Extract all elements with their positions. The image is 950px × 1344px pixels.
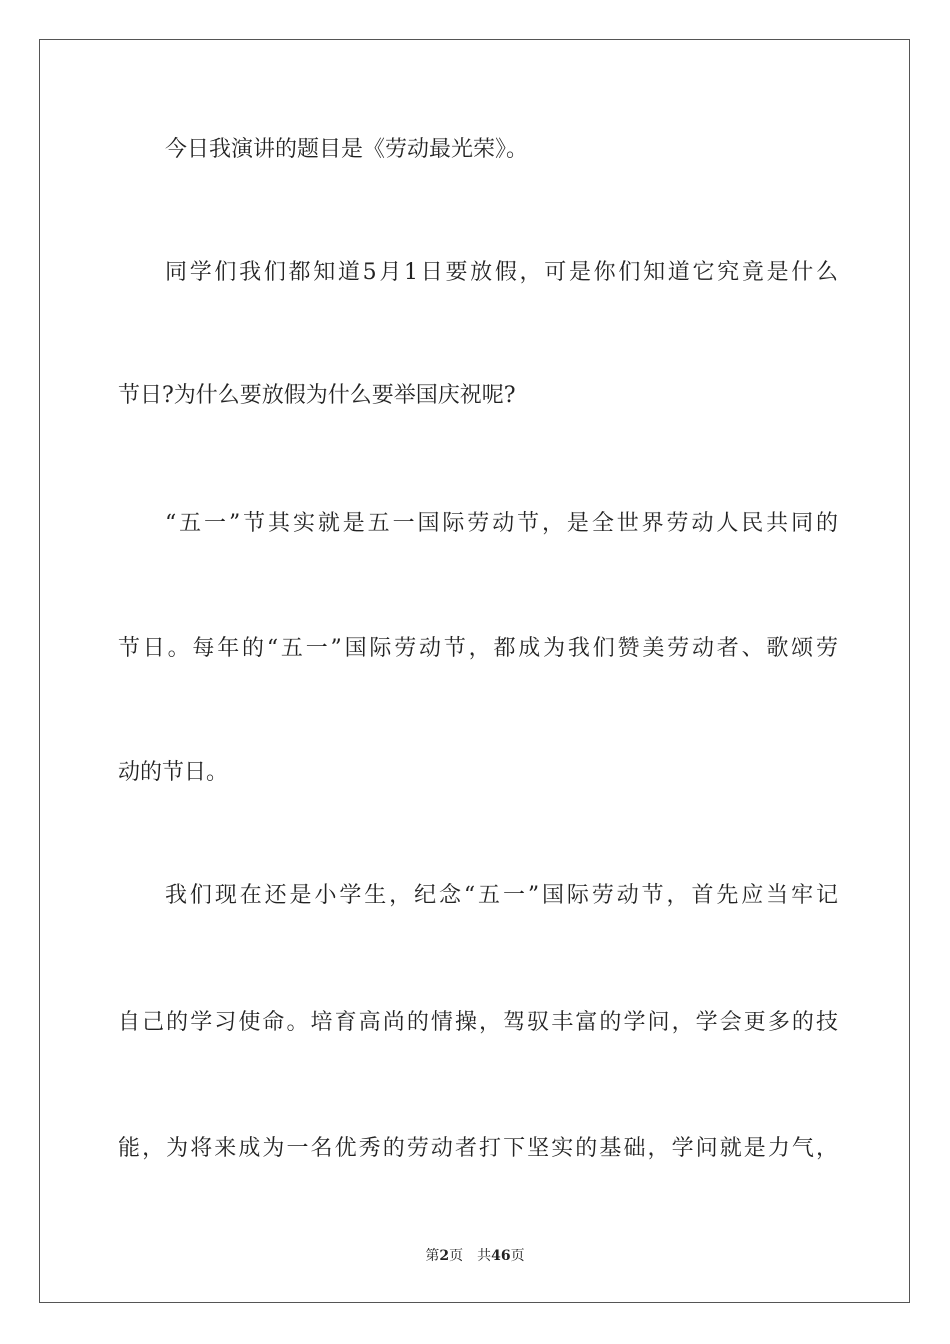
paragraph-line: 自己的学习使命。培育高尚的情操，驾驭丰富的学问，学会更多的技 bbox=[118, 1010, 838, 1035]
page-border bbox=[39, 39, 910, 1303]
total-page-number: 46 bbox=[491, 1248, 511, 1264]
paragraph-line: 今日我演讲的题目是《劳动最光荣》。 bbox=[165, 137, 529, 162]
paragraph-line: 节日。每年的“五一”国际劳动节，都成为我们赞美劳动者、歌颂劳 bbox=[118, 636, 838, 661]
paragraph-line: 同学们我们都知道5月1日要放假，可是你们知道它究竟是什么 bbox=[165, 260, 838, 285]
total-suffix: 页 bbox=[510, 1248, 525, 1264]
page-suffix: 页 bbox=[449, 1248, 464, 1264]
current-page-number: 2 bbox=[439, 1248, 450, 1264]
paragraph-line: “五一”节其实就是五一国际劳动节，是全世界劳动人民共同的 bbox=[165, 511, 838, 536]
total-prefix: 共 bbox=[477, 1248, 492, 1264]
paragraph-line: 动的节日。 bbox=[118, 760, 229, 785]
page-footer bbox=[0, 1246, 950, 1266]
page-prefix: 第 bbox=[425, 1248, 440, 1264]
paragraph-line: 能，为将来成为一名优秀的劳动者打下坚实的基础，学问就是力气， bbox=[118, 1136, 838, 1161]
paragraph-line: 节日?为什么要放假为什么要举国庆祝呢? bbox=[118, 383, 516, 408]
paragraph-line: 我们现在还是小学生，纪念“五一”国际劳动节，首先应当牢记 bbox=[165, 883, 838, 908]
